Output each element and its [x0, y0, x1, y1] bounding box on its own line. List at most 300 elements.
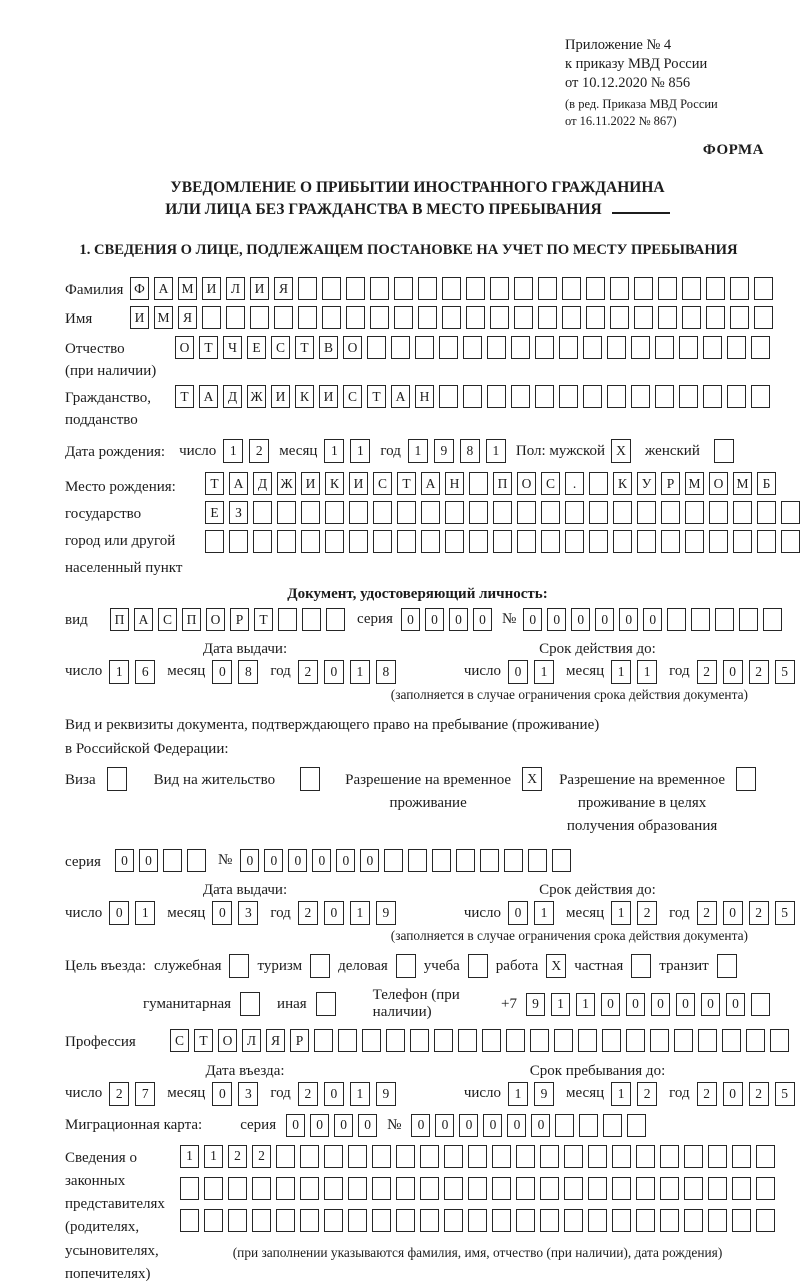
char-box[interactable]: 0 [109, 901, 129, 925]
char-box[interactable] [469, 472, 488, 495]
char-box[interactable] [373, 501, 392, 524]
char-box[interactable] [756, 1177, 775, 1200]
char-box[interactable] [493, 501, 512, 524]
char-box[interactable] [661, 530, 680, 553]
char-box[interactable]: Я [178, 306, 197, 329]
char-box[interactable]: 0 [507, 1114, 526, 1137]
char-box[interactable]: Е [205, 501, 224, 524]
char-box[interactable] [253, 530, 272, 553]
char-box[interactable] [394, 277, 413, 300]
char-box[interactable]: 2 [749, 901, 769, 925]
char-box[interactable]: О [218, 1029, 237, 1052]
char-box[interactable] [386, 1029, 405, 1052]
char-box[interactable]: 8 [238, 660, 258, 684]
char-box[interactable]: 3 [238, 901, 258, 925]
char-box[interactable] [516, 1177, 535, 1200]
char-box[interactable] [180, 1177, 199, 1200]
char-box[interactable]: С [373, 472, 392, 495]
char-box[interactable] [432, 849, 451, 872]
char-box[interactable]: 1 [611, 901, 631, 925]
purpose-private-checkbox[interactable] [631, 954, 651, 978]
char-box[interactable] [439, 336, 458, 359]
char-box[interactable] [421, 530, 440, 553]
char-box[interactable]: 0 [401, 608, 420, 631]
char-box[interactable] [627, 1114, 646, 1137]
char-box[interactable]: М [178, 277, 197, 300]
char-box[interactable] [492, 1209, 511, 1232]
char-box[interactable] [612, 1145, 631, 1168]
char-box[interactable] [589, 472, 608, 495]
char-box[interactable]: 8 [376, 660, 396, 684]
char-box[interactable] [362, 1029, 381, 1052]
char-box[interactable]: 0 [324, 901, 344, 925]
char-box[interactable] [276, 1209, 295, 1232]
purpose-humanitarian-checkbox[interactable] [240, 992, 260, 1016]
char-box[interactable]: 0 [571, 608, 590, 631]
char-box[interactable] [610, 306, 629, 329]
char-box[interactable]: 2 [228, 1145, 247, 1168]
char-box[interactable] [685, 530, 704, 553]
char-box[interactable] [278, 608, 297, 631]
char-box[interactable]: 1 [534, 901, 554, 925]
char-box[interactable] [727, 336, 746, 359]
purpose-transit-checkbox[interactable] [717, 954, 737, 978]
char-box[interactable] [466, 277, 485, 300]
char-box[interactable]: 1 [350, 660, 370, 684]
char-box[interactable] [372, 1209, 391, 1232]
char-box[interactable]: 2 [109, 1082, 129, 1106]
char-box[interactable] [655, 385, 674, 408]
char-box[interactable]: П [493, 472, 512, 495]
char-box[interactable]: 1 [576, 993, 595, 1016]
char-box[interactable]: 0 [336, 849, 355, 872]
char-box[interactable] [302, 608, 321, 631]
purpose-other-checkbox[interactable] [316, 992, 336, 1016]
char-box[interactable] [727, 385, 746, 408]
char-box[interactable] [730, 306, 749, 329]
char-box[interactable]: 0 [531, 1114, 550, 1137]
char-box[interactable] [756, 1209, 775, 1232]
char-box[interactable] [517, 530, 536, 553]
char-box[interactable] [468, 1209, 487, 1232]
char-box[interactable]: 0 [212, 901, 232, 925]
char-box[interactable] [709, 530, 728, 553]
char-box[interactable]: И [301, 472, 320, 495]
char-box[interactable]: 1 [350, 901, 370, 925]
char-box[interactable] [636, 1145, 655, 1168]
char-box[interactable]: М [733, 472, 752, 495]
char-box[interactable]: 1 [324, 439, 344, 463]
char-box[interactable] [480, 849, 499, 872]
char-box[interactable]: 1 [223, 439, 243, 463]
char-box[interactable] [469, 501, 488, 524]
char-box[interactable] [252, 1209, 271, 1232]
char-box[interactable] [602, 1029, 621, 1052]
char-box[interactable] [564, 1145, 583, 1168]
char-box[interactable] [588, 1145, 607, 1168]
char-box[interactable] [684, 1209, 703, 1232]
char-box[interactable]: Т [367, 385, 386, 408]
char-box[interactable] [564, 1209, 583, 1232]
char-box[interactable]: 0 [547, 608, 566, 631]
char-box[interactable] [298, 306, 317, 329]
char-box[interactable] [458, 1029, 477, 1052]
char-box[interactable]: З [229, 501, 248, 524]
char-box[interactable] [589, 501, 608, 524]
char-box[interactable]: 0 [726, 993, 745, 1016]
char-box[interactable] [298, 277, 317, 300]
char-box[interactable]: Т [199, 336, 218, 359]
char-box[interactable]: Ж [247, 385, 266, 408]
char-box[interactable] [324, 1209, 343, 1232]
char-box[interactable] [421, 501, 440, 524]
char-box[interactable] [463, 385, 482, 408]
char-box[interactable] [482, 1029, 501, 1052]
char-box[interactable] [709, 501, 728, 524]
char-box[interactable]: 5 [775, 901, 795, 925]
char-box[interactable] [708, 1177, 727, 1200]
char-box[interactable]: 2 [298, 660, 318, 684]
char-box[interactable] [658, 277, 677, 300]
char-box[interactable] [679, 336, 698, 359]
char-box[interactable]: 0 [508, 660, 528, 684]
char-box[interactable] [626, 1029, 645, 1052]
char-box[interactable] [674, 1029, 693, 1052]
char-box[interactable] [384, 849, 403, 872]
char-box[interactable] [274, 306, 293, 329]
purpose-tourism-checkbox[interactable] [310, 954, 330, 978]
char-box[interactable] [655, 336, 674, 359]
char-box[interactable]: О [206, 608, 225, 631]
char-box[interactable] [394, 306, 413, 329]
purpose-study-checkbox[interactable] [468, 954, 488, 978]
char-box[interactable]: 0 [701, 993, 720, 1016]
char-box[interactable] [300, 1209, 319, 1232]
char-box[interactable]: 0 [264, 849, 283, 872]
char-box[interactable]: Н [445, 472, 464, 495]
char-box[interactable]: 0 [619, 608, 638, 631]
char-box[interactable] [444, 1145, 463, 1168]
char-box[interactable] [445, 501, 464, 524]
char-box[interactable] [349, 530, 368, 553]
char-box[interactable]: 9 [376, 901, 396, 925]
char-box[interactable] [631, 336, 650, 359]
char-box[interactable] [613, 530, 632, 553]
char-box[interactable]: 1 [637, 660, 657, 684]
char-box[interactable]: 0 [459, 1114, 478, 1137]
char-box[interactable]: 0 [411, 1114, 430, 1137]
char-box[interactable] [276, 1177, 295, 1200]
char-box[interactable] [733, 501, 752, 524]
char-box[interactable]: И [271, 385, 290, 408]
char-box[interactable] [650, 1029, 669, 1052]
char-box[interactable]: Т [254, 608, 273, 631]
char-box[interactable]: 0 [425, 608, 444, 631]
char-box[interactable] [538, 306, 557, 329]
char-box[interactable] [322, 277, 341, 300]
char-box[interactable]: 6 [135, 660, 155, 684]
char-box[interactable]: Л [242, 1029, 261, 1052]
char-box[interactable] [253, 501, 272, 524]
char-box[interactable] [434, 1029, 453, 1052]
char-box[interactable] [418, 306, 437, 329]
char-box[interactable] [180, 1209, 199, 1232]
char-box[interactable] [252, 1177, 271, 1200]
char-box[interactable]: 0 [723, 660, 743, 684]
char-box[interactable] [301, 530, 320, 553]
char-box[interactable] [490, 277, 509, 300]
char-box[interactable] [588, 1209, 607, 1232]
char-box[interactable] [578, 1029, 597, 1052]
char-box[interactable] [732, 1177, 751, 1200]
char-box[interactable]: 0 [212, 1082, 232, 1106]
char-box[interactable]: С [158, 608, 177, 631]
char-box[interactable]: 1 [350, 439, 370, 463]
char-box[interactable] [517, 501, 536, 524]
char-box[interactable] [565, 501, 584, 524]
char-box[interactable] [535, 336, 554, 359]
char-box[interactable]: И [250, 277, 269, 300]
char-box[interactable] [492, 1177, 511, 1200]
char-box[interactable] [373, 530, 392, 553]
char-box[interactable] [660, 1177, 679, 1200]
char-box[interactable]: 0 [643, 608, 662, 631]
char-box[interactable]: О [709, 472, 728, 495]
char-box[interactable]: А [229, 472, 248, 495]
char-box[interactable] [396, 1177, 415, 1200]
char-box[interactable] [487, 336, 506, 359]
char-box[interactable]: 0 [334, 1114, 353, 1137]
char-box[interactable] [583, 385, 602, 408]
char-box[interactable] [733, 530, 752, 553]
char-box[interactable] [636, 1209, 655, 1232]
char-box[interactable]: Б [757, 472, 776, 495]
char-box[interactable] [661, 501, 680, 524]
char-box[interactable]: А [154, 277, 173, 300]
char-box[interactable]: 1 [486, 439, 506, 463]
char-box[interactable] [396, 1145, 415, 1168]
char-box[interactable]: 1 [551, 993, 570, 1016]
char-box[interactable]: Е [247, 336, 266, 359]
char-box[interactable]: Т [175, 385, 194, 408]
char-box[interactable] [757, 501, 776, 524]
char-box[interactable] [559, 385, 578, 408]
char-box[interactable] [586, 277, 605, 300]
char-box[interactable]: Т [397, 472, 416, 495]
char-box[interactable]: П [110, 608, 129, 631]
char-box[interactable]: . [565, 472, 584, 495]
char-box[interactable]: 9 [526, 993, 545, 1016]
char-box[interactable]: 0 [324, 1082, 344, 1106]
char-box[interactable] [511, 385, 530, 408]
char-box[interactable]: 1 [534, 660, 554, 684]
char-box[interactable]: М [154, 306, 173, 329]
char-box[interactable]: Т [194, 1029, 213, 1052]
char-box[interactable]: 0 [595, 608, 614, 631]
char-box[interactable] [324, 1145, 343, 1168]
char-box[interactable] [703, 385, 722, 408]
char-box[interactable] [754, 306, 773, 329]
char-box[interactable] [504, 849, 523, 872]
char-box[interactable] [420, 1145, 439, 1168]
char-box[interactable] [781, 501, 800, 524]
char-box[interactable] [612, 1177, 631, 1200]
char-box[interactable] [579, 1114, 598, 1137]
char-box[interactable] [658, 306, 677, 329]
char-box[interactable]: С [271, 336, 290, 359]
char-box[interactable] [732, 1209, 751, 1232]
char-box[interactable] [391, 336, 410, 359]
char-box[interactable]: Т [295, 336, 314, 359]
char-box[interactable] [187, 849, 206, 872]
char-box[interactable]: И [130, 306, 149, 329]
char-box[interactable] [637, 530, 656, 553]
char-box[interactable] [370, 277, 389, 300]
char-box[interactable]: 1 [180, 1145, 199, 1168]
char-box[interactable] [757, 530, 776, 553]
char-box[interactable]: А [391, 385, 410, 408]
char-box[interactable] [442, 277, 461, 300]
char-box[interactable] [300, 1177, 319, 1200]
char-box[interactable] [514, 277, 533, 300]
char-box[interactable] [715, 608, 734, 631]
char-box[interactable] [667, 608, 686, 631]
char-box[interactable] [456, 849, 475, 872]
char-box[interactable] [754, 277, 773, 300]
char-box[interactable] [751, 336, 770, 359]
char-box[interactable] [684, 1145, 703, 1168]
char-box[interactable] [588, 1177, 607, 1200]
char-box[interactable] [348, 1177, 367, 1200]
char-box[interactable] [204, 1177, 223, 1200]
char-box[interactable]: 5 [775, 660, 795, 684]
char-box[interactable] [634, 277, 653, 300]
char-box[interactable] [610, 277, 629, 300]
char-box[interactable]: С [343, 385, 362, 408]
char-box[interactable]: И [202, 277, 221, 300]
purpose-business-checkbox[interactable] [229, 954, 249, 978]
char-box[interactable]: 9 [434, 439, 454, 463]
char-box[interactable]: Н [415, 385, 434, 408]
char-box[interactable]: Р [290, 1029, 309, 1052]
char-box[interactable]: 0 [676, 993, 695, 1016]
char-box[interactable] [228, 1209, 247, 1232]
char-box[interactable] [493, 530, 512, 553]
char-box[interactable] [706, 306, 725, 329]
char-box[interactable]: Я [274, 277, 293, 300]
char-box[interactable] [722, 1029, 741, 1052]
char-box[interactable]: 7 [135, 1082, 155, 1106]
char-box[interactable]: 0 [723, 1082, 743, 1106]
char-box[interactable]: 2 [697, 901, 717, 925]
char-box[interactable] [634, 306, 653, 329]
char-box[interactable] [631, 385, 650, 408]
char-box[interactable]: 2 [252, 1145, 271, 1168]
char-box[interactable]: К [295, 385, 314, 408]
char-box[interactable] [516, 1209, 535, 1232]
char-box[interactable]: 2 [298, 1082, 318, 1106]
char-box[interactable] [439, 385, 458, 408]
char-box[interactable] [516, 1145, 535, 1168]
char-box[interactable] [613, 501, 632, 524]
char-box[interactable]: М [685, 472, 704, 495]
char-box[interactable] [205, 530, 224, 553]
char-box[interactable]: А [421, 472, 440, 495]
char-box[interactable] [348, 1209, 367, 1232]
char-box[interactable] [487, 385, 506, 408]
char-box[interactable] [554, 1029, 573, 1052]
char-box[interactable]: 2 [749, 1082, 769, 1106]
char-box[interactable] [202, 306, 221, 329]
char-box[interactable]: 0 [449, 608, 468, 631]
char-box[interactable] [732, 1145, 751, 1168]
char-box[interactable]: К [613, 472, 632, 495]
char-box[interactable]: Т [205, 472, 224, 495]
char-box[interactable] [682, 277, 701, 300]
char-box[interactable] [781, 530, 800, 553]
char-box[interactable]: Я [266, 1029, 285, 1052]
char-box[interactable] [396, 1209, 415, 1232]
char-box[interactable] [444, 1209, 463, 1232]
char-box[interactable] [562, 277, 581, 300]
char-box[interactable] [276, 1145, 295, 1168]
char-box[interactable] [559, 336, 578, 359]
char-box[interactable] [418, 277, 437, 300]
char-box[interactable] [229, 530, 248, 553]
char-box[interactable] [698, 1029, 717, 1052]
char-box[interactable] [540, 1145, 559, 1168]
sex-female-checkbox[interactable] [714, 439, 734, 463]
char-box[interactable]: 0 [139, 849, 158, 872]
char-box[interactable] [445, 530, 464, 553]
sex-male-checkbox[interactable]: X [611, 439, 631, 463]
char-box[interactable]: 5 [775, 1082, 795, 1106]
char-box[interactable]: 0 [360, 849, 379, 872]
char-box[interactable] [300, 1145, 319, 1168]
char-box[interactable] [730, 277, 749, 300]
visa-checkbox[interactable] [107, 767, 127, 791]
temp-permit-checkbox[interactable]: X [522, 767, 542, 791]
char-box[interactable] [420, 1209, 439, 1232]
purpose-commercial-checkbox[interactable] [396, 954, 416, 978]
char-box[interactable]: А [134, 608, 153, 631]
residence-permit-checkbox[interactable] [300, 767, 320, 791]
char-box[interactable] [444, 1177, 463, 1200]
char-box[interactable]: 1 [508, 1082, 528, 1106]
char-box[interactable]: 0 [115, 849, 134, 872]
char-box[interactable]: 8 [460, 439, 480, 463]
char-box[interactable] [492, 1145, 511, 1168]
char-box[interactable]: И [349, 472, 368, 495]
char-box[interactable] [204, 1209, 223, 1232]
char-box[interactable] [442, 306, 461, 329]
char-box[interactable]: 0 [651, 993, 670, 1016]
char-box[interactable]: 0 [312, 849, 331, 872]
char-box[interactable] [660, 1209, 679, 1232]
char-box[interactable] [540, 1209, 559, 1232]
char-box[interactable]: 0 [508, 901, 528, 925]
char-box[interactable] [410, 1029, 429, 1052]
char-box[interactable]: В [319, 336, 338, 359]
char-box[interactable] [163, 849, 182, 872]
char-box[interactable] [583, 336, 602, 359]
char-box[interactable]: О [517, 472, 536, 495]
char-box[interactable]: 0 [723, 901, 743, 925]
char-box[interactable] [706, 277, 725, 300]
char-box[interactable]: С [170, 1029, 189, 1052]
char-box[interactable]: 0 [626, 993, 645, 1016]
char-box[interactable] [325, 530, 344, 553]
